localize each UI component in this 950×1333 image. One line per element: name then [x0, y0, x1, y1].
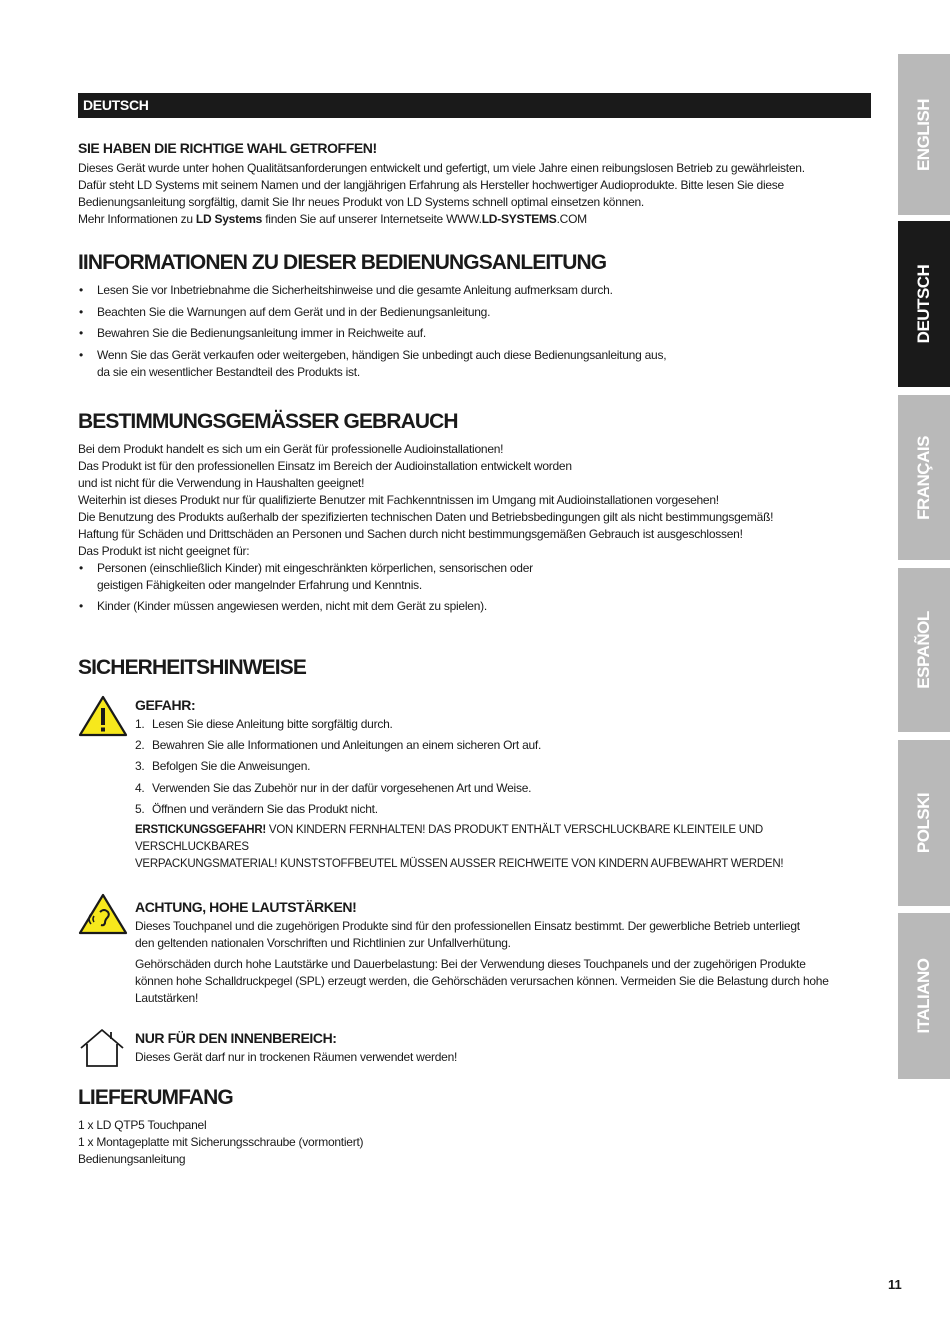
- tab-francais[interactable]: [898, 395, 950, 560]
- list-item: [135, 780, 871, 797]
- text: .COM: [556, 212, 587, 226]
- usage-line: Das Produkt ist nicht geeignet für:: [78, 543, 250, 558]
- item-number: 3.: [135, 759, 145, 774]
- text: finden Sie auf unserer Internetseite WWW.: [262, 212, 482, 226]
- item-text: Öffnen und verändern Sie das Produkt nicht.: [152, 802, 378, 817]
- warning-triangle-icon: [78, 695, 128, 737]
- usage-line: Weiterhin ist dieses Produkt nur für qualifizierte Benutzer mit Fachkenntnissen im Umgang mit Audioinstallationen vorgesehen!: [78, 492, 719, 507]
- intro-line: Bedienungsanleitung sorgfältig, damit Sie Ihr neues Produkt von LD Systems schnell optimal einsetzen können.: [78, 195, 645, 209]
- tab-label: POLSKI: [914, 792, 933, 854]
- item-text: Befolgen Sie die Anweisungen.: [152, 759, 311, 774]
- item-number: 4.: [135, 780, 145, 795]
- list-item: [135, 758, 871, 775]
- usage-line: Das Produkt ist für den professionellen Einsatz im Bereich der Audioinstallation entwickelt worden: [78, 458, 572, 473]
- choking-warning: [135, 822, 871, 873]
- info-heading: IINFORMATIONEN ZU DIESER BEDIENUNGSANLEITUNG: [78, 251, 607, 274]
- usage-line: Haftung für Schäden und Drittschäden an Personen und Sachen durch nicht bestimmungsgemäßen Gebrauch ist ausgeschlossen!: [78, 526, 743, 541]
- indoor-title: NUR FÜR DEN INNENBEREICH:: [135, 1030, 337, 1047]
- text: VON KINDERN FERNHALTEN! DAS PRODUKT ENTHÄLT VERSCHLUCKBARE KLEINTEILE UND VERSCHLUCKBARES: [135, 824, 763, 854]
- volume-text: können hohe Schalldruckpegel (SPL) erzeugt werden, die Gehörschäden verursachen können. Vermeiden Sie die Belastung durch hohe: [135, 974, 829, 989]
- intro-line: Dafür steht LD Systems mit seinem Namen und der langjährigen Erfahrung als Hersteller hochwertiger Audioprodukte. Bitte lesen Sie diese: [78, 178, 784, 192]
- language-bar: DEUTSCH: [78, 93, 871, 118]
- info-list: [78, 282, 871, 381]
- text: Mehr Informationen zu: [78, 212, 196, 226]
- list-item: [78, 347, 871, 381]
- text: Personen (einschließlich Kinder) mit eingeschränkten körperlichen, sensorischen oder: [97, 560, 533, 575]
- scope-heading: LIEFERUMFANG: [78, 1086, 233, 1110]
- usage-heading: BESTIMMUNGSGEMÄSSER GEBRAUCH: [78, 409, 458, 433]
- text: Wenn Sie das Gerät verkaufen oder weitergeben, händigen Sie unbedingt auch diese Bedienungsanleitung aus,: [97, 347, 667, 362]
- danger-title: GEFAHR:: [135, 696, 196, 713]
- danger-block: [78, 697, 871, 874]
- usage-line: Bei dem Produkt handelt es sich um ein Gerät für professionelle Audioinstallationen!: [78, 441, 504, 456]
- hearing-warning-icon: [78, 893, 128, 937]
- intro-heading: SIE HABEN DIE RICHTIGE WAHL GETROFFEN!: [78, 140, 377, 156]
- list-item: • Beachten Sie die Warnungen auf dem Gerät und in der Bedienungsanleitung.: [78, 304, 871, 321]
- list-item: • Bewahren Sie die Bedienungsanleitung immer in Reichweite auf.: [78, 325, 871, 342]
- volume-text: Lautstärken!: [135, 991, 199, 1006]
- indoor-block: [78, 1030, 871, 1066]
- volume-block: [78, 899, 871, 1007]
- page-number: 11: [888, 1277, 902, 1292]
- list-item: • Kinder (Kinder müssen angewiesen werden, nicht mit dem Gerät zu spielen).: [78, 598, 871, 615]
- tab-label: ESPAÑOL: [914, 611, 933, 689]
- item-text: Lesen Sie diese Anleitung bitte sorgfältig durch.: [152, 716, 393, 731]
- indoor-text: Dieses Gerät darf nur in trockenen Räumen verwendet werden!: [135, 1050, 458, 1065]
- usage-line: und ist nicht für die Verwendung in Haushalten geeignet!: [78, 475, 365, 490]
- tab-english[interactable]: [898, 54, 950, 215]
- volume-title: ACHTUNG, HOHE LAUTSTÄRKEN!: [135, 899, 357, 916]
- volume-text: Dieses Touchpanel und die zugehörigen Produkte sind für den professionellen Einsatz bestimmt. Der gewerbliche Betrieb unterliegt: [135, 919, 800, 934]
- safety-heading: SICHERHEITSHINWEISE: [78, 655, 306, 679]
- tab-label: FRANÇAIS: [914, 435, 933, 520]
- volume-text: Gehörschäden durch hohe Lautstärke und Dauerbelastung: Bei der Verwendung dieses Touchpanels und der zugehörigen Produkte: [135, 957, 806, 972]
- tab-deutsch[interactable]: [898, 221, 950, 387]
- tab-espanol[interactable]: [898, 568, 950, 732]
- text: geistigen Fähigkeiten oder mangelnder Erfahrung und Kenntnis.: [97, 577, 422, 592]
- scope-item: 1 x Montageplatte mit Sicherungsschraube (vormontiert): [78, 1135, 364, 1150]
- scope-item: 1 x LD QTP5 Touchpanel: [78, 1118, 207, 1133]
- list-item: [135, 737, 871, 754]
- page-content: [78, 93, 871, 1168]
- intro-line: Dieses Gerät wurde unter hohen Qualitätsanforderungen entwickelt und gefertigt, um viele Jahre einen reibungslosen Betrieb zu gewährleisten.: [78, 161, 805, 175]
- text: VERPACKUNGSMATERIAL! KUNSTSTOFFBEUTEL MÜSSEN AUSSER REICHWEITE VON KINDERN AUFBEWAHRT WERDEN!: [135, 858, 784, 871]
- website-link[interactable]: LD-SYSTEMS: [481, 212, 557, 226]
- item-text: Bewahren Sie alle Informationen und Anleitungen an einem sicheren Ort auf.: [152, 737, 542, 752]
- item-text: Verwenden Sie das Zubehör nur in der dafür vorgesehenen Art und Weise.: [152, 780, 532, 795]
- intro-more-info: [78, 211, 871, 228]
- list-item: [78, 560, 871, 594]
- usage-line: Die Benutzung des Produkts außerhalb der spezifizierten technischen Daten und Betriebsbedingungen gilt als nicht bestimmungsgemäß!: [78, 509, 774, 524]
- tab-label: ITALIANO: [914, 958, 933, 1034]
- volume-text: den geltenden nationalen Vorschriften und Richtlinien zur Unfallverhütung.: [135, 936, 511, 951]
- tab-label: ENGLISH: [914, 98, 933, 171]
- item-number: 1.: [135, 716, 145, 731]
- usage-list: [78, 560, 871, 615]
- item-number: 2.: [135, 737, 145, 752]
- list-item: • Lesen Sie vor Inbetriebnahme die Sicherheitshinweise und die gesamte Anleitung aufmerksam durch.: [78, 282, 871, 299]
- brand-name: LD Systems: [195, 212, 263, 226]
- house-icon: [79, 1028, 125, 1070]
- tab-label: DEUTSCH: [914, 264, 933, 344]
- danger-list: [135, 716, 871, 819]
- scope-item: Bedienungsanleitung: [78, 1152, 186, 1167]
- item-number: 5.: [135, 802, 145, 817]
- choking-label: ERSTICKUNGSGEFAHR!: [135, 824, 266, 837]
- list-item: [135, 716, 871, 733]
- tab-italiano[interactable]: [898, 913, 950, 1079]
- list-item: [135, 801, 871, 818]
- text: da sie ein wesentlicher Bestandteil des Produkts ist.: [97, 364, 360, 379]
- tab-polski[interactable]: [898, 740, 950, 906]
